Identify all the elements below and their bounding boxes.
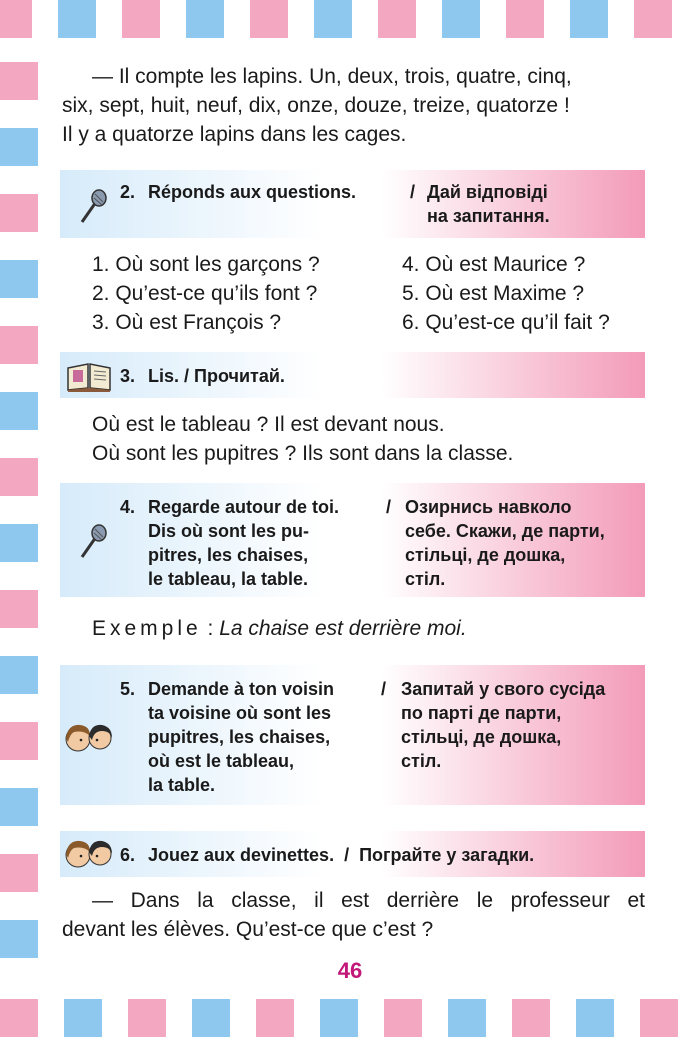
two-children-icon — [62, 720, 116, 756]
exercise-5-ua-line: стільці, де дошка, — [401, 727, 562, 747]
open-book-icon — [66, 360, 112, 392]
border-square — [0, 722, 38, 760]
exercise-3-number: 3. — [120, 366, 136, 386]
two-children-icon — [62, 836, 116, 872]
exercise-4-fr-line: Dis où sont les pu- — [148, 521, 310, 541]
exercise-2-title-ua-2: на запитання. — [427, 206, 550, 226]
exercise-4-separator: / — [386, 497, 392, 517]
border-square — [0, 260, 38, 298]
exercise-5-fr-line: ta voisine où sont les — [148, 703, 332, 723]
exercise-4-header — [60, 483, 645, 597]
border-square — [320, 999, 358, 1037]
border-square — [64, 999, 102, 1037]
exercise-5-separator: / — [381, 679, 387, 699]
border-square — [0, 590, 38, 628]
exercise-5-ua-line: по парті де парти, — [401, 703, 562, 723]
exercise-2-title-fr: Réponds aux questions. — [148, 182, 357, 202]
exercise-2-number: 2. — [120, 182, 136, 202]
exercise-3-line-2: Où sont les pupitres ? Ils sont dans la classe. — [92, 442, 514, 465]
microphone-icon — [76, 188, 108, 226]
question-1: 1. Où sont les garçons ? — [92, 253, 320, 276]
border-square — [576, 999, 614, 1037]
border-square — [0, 326, 38, 364]
border-square — [0, 854, 38, 892]
riddle-line-2: devant les élèves. Qu’est-ce que c’est ? — [62, 918, 434, 941]
example-colon: : — [201, 617, 220, 640]
exercise-4-instruction-fr — [148, 495, 339, 591]
exercise-4-fr-line: pitres, les chaises, — [148, 545, 309, 565]
border-square — [512, 999, 550, 1037]
exercise-5-header — [60, 665, 645, 805]
questions-left — [92, 250, 320, 337]
example-text: La chaise est derrière moi. — [219, 617, 467, 640]
border-square — [640, 999, 678, 1037]
exercise-5-fr-line: pupitres, les chaises, — [148, 727, 331, 747]
question-2: 2. Qu’est-ce qu’ils font ? — [92, 282, 318, 305]
example-label: Exemple — [92, 617, 202, 640]
questions-right — [402, 250, 610, 337]
border-square — [506, 0, 544, 38]
intro-paragraph — [62, 62, 647, 149]
border-square — [0, 392, 38, 430]
border-square — [128, 999, 166, 1037]
exercise-5-instruction-fr — [148, 677, 334, 797]
question-3: 3. Où est François ? — [92, 311, 282, 334]
border-square — [442, 0, 480, 38]
exercise-2-title-ua-1: Дай відповіді — [427, 182, 548, 202]
left-border — [0, 38, 38, 999]
intro-line-2: six, sept, huit, neuf, dix, onze, douze, treize, quatorze ! — [62, 94, 570, 117]
exercise-6-number: 6. — [120, 845, 136, 865]
riddle-line-1: — Dans la classe, il est derrière le professeur et — [92, 889, 645, 912]
border-square — [570, 0, 608, 38]
page-number: 46 — [337, 958, 363, 983]
question-5: 5. Où est Maxime ? — [402, 282, 585, 305]
border-square — [256, 999, 294, 1037]
exercise-5-fr-line: où est le tableau, — [148, 751, 295, 771]
exercise-2-header — [60, 170, 645, 238]
exercise-5-number: 5. — [120, 679, 136, 699]
exercise-2-separator: / — [410, 182, 416, 202]
border-square — [186, 0, 224, 38]
exercise-3-header — [60, 352, 645, 398]
exercise-4-fr-line: le tableau, la table. — [148, 569, 309, 589]
border-square — [0, 194, 38, 232]
exercise-5-ua-line: стіл. — [401, 751, 442, 771]
question-6: 6. Qu’est-ce qu’il fait ? — [402, 311, 610, 334]
exercise-4-instruction-ua — [405, 495, 605, 591]
border-square — [0, 458, 38, 496]
border-square — [0, 128, 38, 166]
exercise-6-title: Jouez aux devinettes. / Пограйте у загадки. — [148, 845, 535, 865]
exercise-4-example — [92, 614, 467, 643]
border-square — [58, 0, 96, 38]
top-border — [0, 0, 700, 38]
border-square — [378, 0, 416, 38]
border-square — [634, 0, 672, 38]
border-square — [0, 0, 32, 38]
question-4: 4. Où est Maurice ? — [402, 253, 586, 276]
border-square — [0, 62, 38, 100]
border-square — [0, 656, 38, 694]
exercise-5-fr-line: Demande à ton voisin — [148, 679, 335, 699]
exercise-5-ua-line: Запитай у свого сусіда — [401, 679, 606, 699]
exercise-6-riddle — [62, 886, 645, 944]
border-square — [448, 999, 486, 1037]
border-square — [0, 524, 38, 562]
bottom-border — [0, 999, 700, 1037]
exercise-4-ua-line: стіл. — [405, 569, 446, 589]
exercise-5-fr-line: la table. — [148, 775, 216, 795]
intro-line-1: — Il compte les lapins. Un, deux, trois, quatre, cinq, — [92, 65, 572, 88]
microphone-icon — [76, 523, 108, 561]
border-square — [0, 788, 38, 826]
exercise-3-title: Lis. / Прочитай. — [148, 366, 285, 386]
border-square — [0, 999, 38, 1037]
exercise-4-ua-line: Озирнись навколо — [405, 497, 572, 517]
intro-line-3: Il y a quatorze lapins dans les cages. — [62, 123, 407, 146]
border-square — [0, 920, 38, 958]
border-square — [250, 0, 288, 38]
exercise-4-ua-line: себе. Скажи, де парти, — [405, 521, 605, 541]
border-square — [314, 0, 352, 38]
border-square — [122, 0, 160, 38]
exercise-4-number: 4. — [120, 497, 136, 517]
exercise-5-instruction-ua — [401, 677, 605, 773]
border-square — [192, 999, 230, 1037]
border-square — [384, 999, 422, 1037]
exercise-4-ua-line: стільці, де дошка, — [405, 545, 566, 565]
exercise-4-fr-line: Regarde autour de toi. — [148, 497, 340, 517]
exercise-3-line-1: Où est le tableau ? Il est devant nous. — [92, 413, 445, 436]
exercise-3-text — [92, 410, 513, 468]
exercise-6-header — [60, 831, 645, 877]
